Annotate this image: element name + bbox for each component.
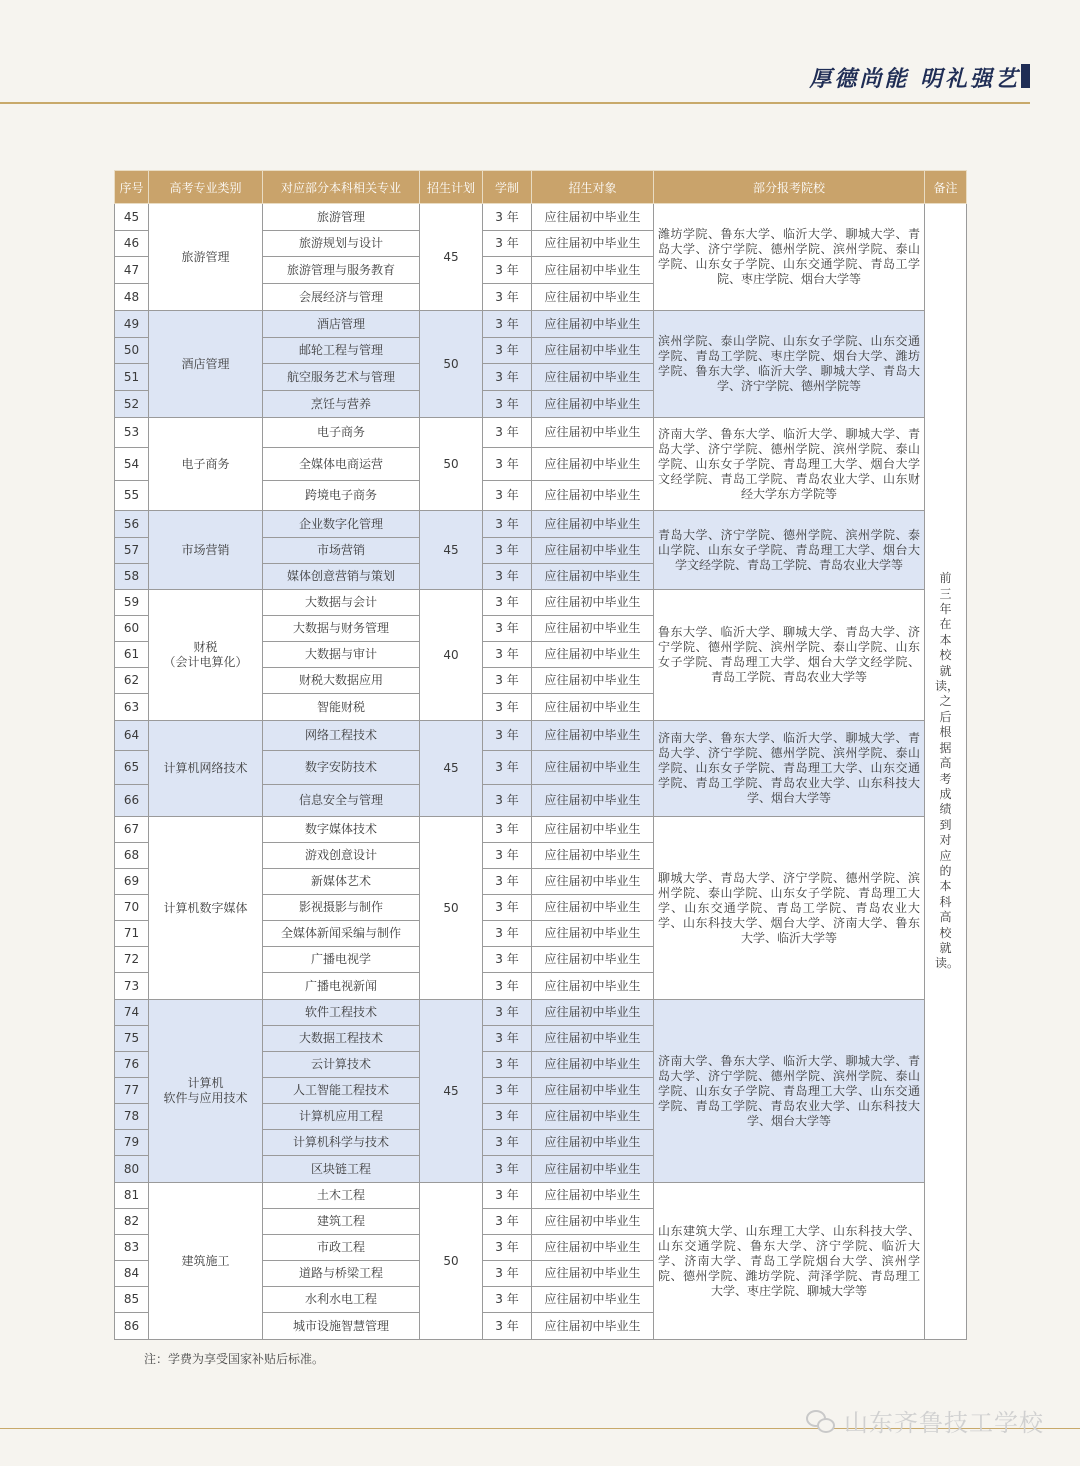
header-divider [0,102,1030,104]
row-number: 72 [115,947,149,973]
header-cell: 对应部分本科相关专业 [263,171,420,204]
years-cell: 3 年 [483,869,532,895]
major-cell: 旅游管理与服务教育 [263,257,420,284]
years-cell: 3 年 [483,448,532,481]
schools-cell: 济南大学、鲁东大学、临沂大学、聊城大学、青岛大学、济宁学院、德州学院、滨州学院、泰山学院、山东女子学院、青岛理工大学、山东交通学院、青岛工学院、青岛农业大学、山东科技大学、烟台大学等 [654,721,925,817]
years-cell: 3 年 [483,481,532,511]
row-number: 71 [115,921,149,947]
major-cell: 数字安防技术 [263,751,420,785]
row-number: 83 [115,1235,149,1261]
years-cell: 3 年 [483,1287,532,1313]
major-cell: 云计算技术 [263,1052,420,1078]
target-cell: 应往届初中毕业生 [532,947,654,973]
row-number: 82 [115,1209,149,1235]
years-cell: 3 年 [483,338,532,364]
target-cell: 应往届初中毕业生 [532,481,654,511]
table-row [115,721,967,751]
major-cell: 酒店管理 [263,311,420,338]
schools-cell: 山东建筑大学、山东理工大学、山东科技大学、山东交通学院、鲁东大学、济宁学院、临沂大学、济南大学、青岛工学院烟台大学、滨州学院、德州学院、潍坊学院、菏泽学院、青岛理工大学、枣庄学院、聊城大学等 [654,1183,925,1340]
plan-cell: 50 [420,1183,483,1340]
target-cell: 应往届初中毕业生 [532,391,654,418]
target-cell: 应往届初中毕业生 [532,869,654,895]
major-cell: 大数据与财务管理 [263,616,420,642]
row-number: 61 [115,642,149,668]
target-cell: 应往届初中毕业生 [532,895,654,921]
major-cell: 人工智能工程技术 [263,1078,420,1104]
years-cell: 3 年 [483,895,532,921]
years-cell: 3 年 [483,1209,532,1235]
years-cell: 3 年 [483,785,532,817]
major-cell: 会展经济与管理 [263,284,420,311]
major-cell: 旅游管理 [263,204,420,231]
row-number: 55 [115,481,149,511]
years-cell: 3 年 [483,1052,532,1078]
years-cell: 3 年 [483,921,532,947]
target-cell: 应往届初中毕业生 [532,1313,654,1340]
years-cell: 3 年 [483,616,532,642]
target-cell: 应往届初中毕业生 [532,1261,654,1287]
major-cell: 全媒体新闻采编与制作 [263,921,420,947]
category-cell: 酒店管理 [149,311,263,418]
table-row [115,1183,967,1209]
target-cell: 应往届初中毕业生 [532,721,654,751]
years-cell: 3 年 [483,564,532,590]
years-cell: 3 年 [483,1235,532,1261]
target-cell: 应往届初中毕业生 [532,1156,654,1183]
major-cell: 智能财税 [263,694,420,721]
target-cell: 应往届初中毕业生 [532,257,654,284]
row-number: 57 [115,538,149,564]
brand-watermark [806,1403,1044,1438]
major-cell: 电子商务 [263,418,420,448]
row-number: 59 [115,590,149,616]
table-row [115,204,967,231]
target-cell: 应往届初中毕业生 [532,642,654,668]
header-cell: 招生对象 [532,171,654,204]
row-number: 86 [115,1313,149,1340]
major-cell: 土木工程 [263,1183,420,1209]
brand-name: 山东齐鲁技工学校 [844,1409,1044,1437]
major-cell: 水利水电工程 [263,1287,420,1313]
years-cell: 3 年 [483,751,532,785]
major-cell: 广播电视新闻 [263,973,420,1000]
note-cell: 前三年在本校就读，之后根据高考成绩到对应的本科高校就读。 [925,204,967,1340]
years-cell: 3 年 [483,257,532,284]
years-cell: 3 年 [483,947,532,973]
target-cell: 应往届初中毕业生 [532,1287,654,1313]
category-cell: 计算机 软件与应用技术 [149,1000,263,1183]
major-cell: 数字媒体技术 [263,817,420,843]
target-cell: 应往届初中毕业生 [532,1130,654,1156]
row-number: 54 [115,448,149,481]
plan-cell: 45 [420,721,483,817]
row-number: 81 [115,1183,149,1209]
years-cell: 3 年 [483,231,532,257]
plan-cell: 45 [420,511,483,590]
years-cell: 3 年 [483,590,532,616]
years-cell: 3 年 [483,364,532,391]
major-cell: 城市设施智慧管理 [263,1313,420,1340]
years-cell: 3 年 [483,1104,532,1130]
row-number: 49 [115,311,149,338]
row-number: 56 [115,511,149,538]
major-cell: 跨境电子商务 [263,481,420,511]
row-number: 53 [115,418,149,448]
category-cell: 市场营销 [149,511,263,590]
target-cell: 应往届初中毕业生 [532,564,654,590]
target-cell: 应往届初中毕业生 [532,973,654,1000]
major-cell: 媒体创意营销与策划 [263,564,420,590]
table-row [115,1000,967,1026]
row-number: 66 [115,785,149,817]
row-number: 51 [115,364,149,391]
wechat-icon [806,1410,836,1432]
major-cell: 大数据工程技术 [263,1026,420,1052]
target-cell: 应往届初中毕业生 [532,817,654,843]
major-cell: 建筑工程 [263,1209,420,1235]
major-cell: 游戏创意设计 [263,843,420,869]
row-number: 84 [115,1261,149,1287]
years-cell: 3 年 [483,511,532,538]
table-row [115,511,967,538]
years-cell: 3 年 [483,311,532,338]
plan-cell: 50 [420,817,483,1000]
header-cell: 学制 [483,171,532,204]
category-cell: 电子商务 [149,418,263,511]
header-slogan: 厚德尚能 明礼强艺 [809,66,1020,92]
table-body [115,204,967,1340]
row-number: 52 [115,391,149,418]
plan-cell: 45 [420,1000,483,1183]
schools-cell: 济南大学、鲁东大学、临沂大学、聊城大学、青岛大学、济宁学院、德州学院、滨州学院、泰山学院、山东女子学院、青岛理工大学、山东交通学院、青岛工学院、青岛农业大学、山东科技大学、烟台大学等 [654,1000,925,1183]
target-cell: 应往届初中毕业生 [532,284,654,311]
header-cell: 序号 [115,171,149,204]
target-cell: 应往届初中毕业生 [532,311,654,338]
years-cell: 3 年 [483,1078,532,1104]
major-cell: 企业数字化管理 [263,511,420,538]
major-cell: 区块链工程 [263,1156,420,1183]
schools-cell: 鲁东大学、临沂大学、聊城大学、青岛大学、济宁学院、德州学院、滨州学院、泰山学院、山东女子学院、青岛理工大学、烟台大学文经学院、青岛工学院、青岛农业大学等 [654,590,925,721]
years-cell: 3 年 [483,204,532,231]
major-cell: 市场营销 [263,538,420,564]
row-number: 80 [115,1156,149,1183]
header-cell: 高考专业类别 [149,171,263,204]
years-cell: 3 年 [483,668,532,694]
target-cell: 应往届初中毕业生 [532,1104,654,1130]
row-number: 79 [115,1130,149,1156]
row-number: 78 [115,1104,149,1130]
major-cell: 全媒体电商运营 [263,448,420,481]
years-cell: 3 年 [483,538,532,564]
schools-cell: 潍坊学院、鲁东大学、临沂大学、聊城大学、青岛大学、济宁学院、德州学院、滨州学院、泰山学院、山东女子学院、山东交通学院、青岛工学院、枣庄学院、烟台大学等 [654,204,925,311]
target-cell: 应往届初中毕业生 [532,538,654,564]
years-cell: 3 年 [483,1183,532,1209]
years-cell: 3 年 [483,694,532,721]
major-cell: 航空服务艺术与管理 [263,364,420,391]
major-cell: 广播电视学 [263,947,420,973]
years-cell: 3 年 [483,418,532,448]
years-cell: 3 年 [483,391,532,418]
major-cell: 旅游规划与设计 [263,231,420,257]
row-number: 65 [115,751,149,785]
major-cell: 道路与桥梁工程 [263,1261,420,1287]
years-cell: 3 年 [483,1000,532,1026]
category-cell: 旅游管理 [149,204,263,311]
row-number: 77 [115,1078,149,1104]
row-number: 62 [115,668,149,694]
target-cell: 应往届初中毕业生 [532,1078,654,1104]
years-cell: 3 年 [483,284,532,311]
years-cell: 3 年 [483,1313,532,1340]
major-cell: 财税大数据应用 [263,668,420,694]
target-cell: 应往届初中毕业生 [532,843,654,869]
major-cell: 信息安全与管理 [263,785,420,817]
major-cell: 影视摄影与制作 [263,895,420,921]
row-number: 67 [115,817,149,843]
years-cell: 3 年 [483,817,532,843]
header-cell: 部分报考院校 [654,171,925,204]
years-cell: 3 年 [483,1026,532,1052]
table-row [115,817,967,843]
row-number: 74 [115,1000,149,1026]
plan-cell: 40 [420,590,483,721]
category-cell: 计算机数字媒体 [149,817,263,1000]
major-cell: 计算机科学与技术 [263,1130,420,1156]
target-cell: 应往届初中毕业生 [532,751,654,785]
row-number: 58 [115,564,149,590]
years-cell: 3 年 [483,1130,532,1156]
target-cell: 应往届初中毕业生 [532,364,654,391]
row-number: 47 [115,257,149,284]
row-number: 50 [115,338,149,364]
category-cell: 建筑施工 [149,1183,263,1340]
row-number: 85 [115,1287,149,1313]
row-number: 75 [115,1026,149,1052]
years-cell: 3 年 [483,642,532,668]
target-cell: 应往届初中毕业生 [532,511,654,538]
target-cell: 应往届初中毕业生 [532,590,654,616]
target-cell: 应往届初中毕业生 [532,668,654,694]
schools-cell: 聊城大学、青岛大学、济宁学院、德州学院、滨州学院、泰山学院、山东女子学院、青岛理工大学、山东交通学院、青岛工学院、青岛农业大学、山东科技大学、烟台大学、济南大学、鲁东大学、临沂大学等 [654,817,925,1000]
years-cell: 3 年 [483,973,532,1000]
target-cell: 应往届初中毕业生 [532,1209,654,1235]
target-cell: 应往届初中毕业生 [532,616,654,642]
years-cell: 3 年 [483,1261,532,1287]
target-cell: 应往届初中毕业生 [532,231,654,257]
target-cell: 应往届初中毕业生 [532,1026,654,1052]
schools-cell: 青岛大学、济宁学院、德州学院、滨州学院、泰山学院、山东女子学院、青岛理工大学、烟台大学文经学院、青岛工学院、青岛农业大学等 [654,511,925,590]
row-number: 48 [115,284,149,311]
target-cell: 应往届初中毕业生 [532,1183,654,1209]
table-row [115,590,967,616]
row-number: 69 [115,869,149,895]
plan-cell: 45 [420,204,483,311]
target-cell: 应往届初中毕业生 [532,1000,654,1026]
header-cell: 招生计划 [420,171,483,204]
row-number: 70 [115,895,149,921]
row-number: 60 [115,616,149,642]
major-cell: 网络工程技术 [263,721,420,751]
footnote: 注：学费为享受国家补贴后标准。 [144,1352,325,1366]
major-cell: 软件工程技术 [263,1000,420,1026]
target-cell: 应往届初中毕业生 [532,694,654,721]
row-number: 46 [115,231,149,257]
major-cell: 市政工程 [263,1235,420,1261]
target-cell: 应往届初中毕业生 [532,448,654,481]
header-cell: 备注 [925,171,967,204]
table-row [115,311,967,338]
major-cell: 邮轮工程与管理 [263,338,420,364]
row-number: 64 [115,721,149,751]
target-cell: 应往届初中毕业生 [532,921,654,947]
category-cell: 计算机网络技术 [149,721,263,817]
years-cell: 3 年 [483,843,532,869]
schools-cell: 济南大学、鲁东大学、临沂大学、聊城大学、青岛大学、济宁学院、德州学院、滨州学院、泰山学院、山东女子学院、青岛理工大学、烟台大学文经学院、青岛工学院、青岛农业大学、山东财经大学东方学院等 [654,418,925,511]
plan-cell: 50 [420,311,483,418]
major-cell: 计算机应用工程 [263,1104,420,1130]
target-cell: 应往届初中毕业生 [532,1235,654,1261]
target-cell: 应往届初中毕业生 [532,785,654,817]
target-cell: 应往届初中毕业生 [532,338,654,364]
row-number: 45 [115,204,149,231]
years-cell: 3 年 [483,1156,532,1183]
target-cell: 应往届初中毕业生 [532,1052,654,1078]
target-cell: 应往届初中毕业生 [532,204,654,231]
row-number: 68 [115,843,149,869]
row-number: 63 [115,694,149,721]
plan-cell: 50 [420,418,483,511]
row-number: 76 [115,1052,149,1078]
major-cell: 大数据与会计 [263,590,420,616]
years-cell: 3 年 [483,721,532,751]
table-header-row [115,171,967,204]
major-cell: 新媒体艺术 [263,869,420,895]
row-number: 73 [115,973,149,1000]
major-cell: 大数据与审计 [263,642,420,668]
header-accent-bar [1021,64,1030,88]
major-cell: 烹饪与营养 [263,391,420,418]
category-cell: 财税 （会计电算化） [149,590,263,721]
target-cell: 应往届初中毕业生 [532,418,654,448]
admissions-table [114,170,967,1340]
table-row [115,418,967,448]
schools-cell: 滨州学院、泰山学院、山东女子学院、山东交通学院、青岛工学院、枣庄学院、烟台大学、潍坊学院、鲁东大学、临沂大学、聊城大学、青岛大学、济宁学院、德州学院等 [654,311,925,418]
